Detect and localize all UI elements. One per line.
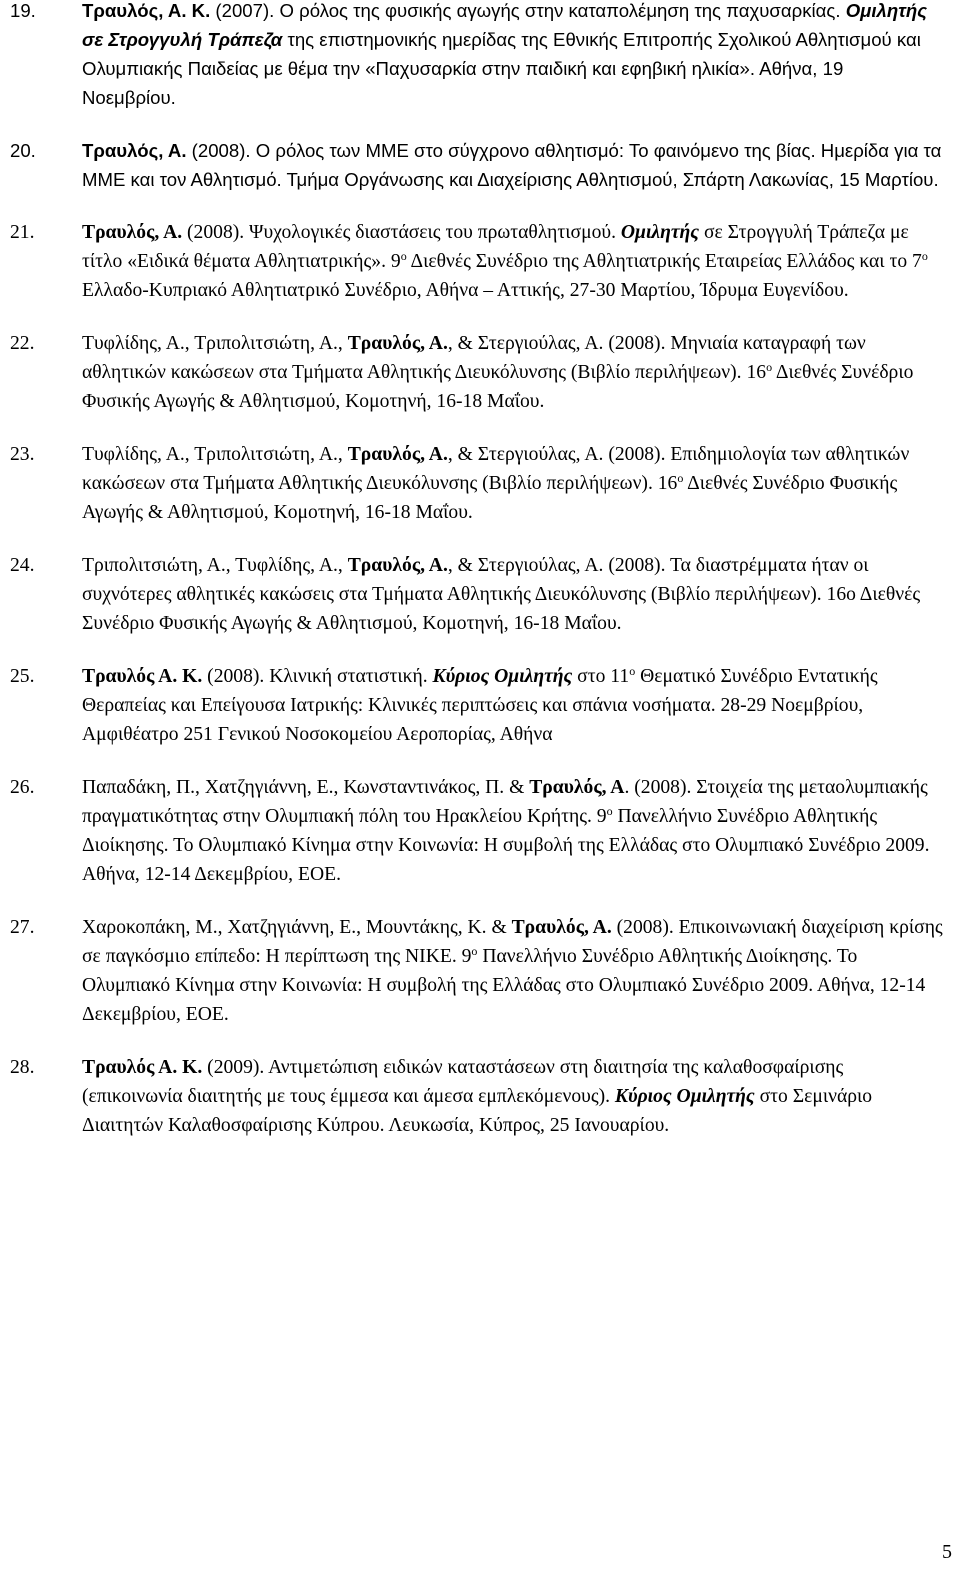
text-run: Τριπολιτσιώτη, Α., Τυφλίδης, Α., bbox=[82, 555, 348, 576]
text-run: στο Σεμινάριο Διαιτητών Καλαθοσφαίρισης Κύπρου. Λευκωσία, Κύπρος, 25 Ιανουαρίου. bbox=[82, 1086, 873, 1136]
text-run: Πανελλήνιο Συνέδριο Αθλητικής Διοίκησης. Το Ολυμπιακό Κίνημα στην Κοινωνία: Η συμβολή της Ελλάδας στο Ολυμπιακό Συνέδριο 2009. Αθήνα, 12-14 Δεκεμβρίου, ΕΟΕ. bbox=[82, 946, 926, 1025]
emphasis-text: Ομιλητής bbox=[620, 222, 700, 243]
text-run: (2007). Ο ρόλος της φυσικής αγωγής στην καταπολέμηση της παχυσαρκίας. bbox=[210, 0, 846, 21]
emphasis-text: Τραυλός, Α bbox=[529, 777, 625, 798]
reference-text bbox=[82, 773, 947, 889]
emphasis-text: Τραυλός, Α. bbox=[347, 444, 448, 465]
text-run: , & Στεργιούλας, Α. (2008). Επιδημιολογία των αθλητικών κακώσεων στα Τμήματα Αθλητικής Διευκόλυνσης (Βιβλίο περιλήψεων). 16 bbox=[82, 444, 910, 494]
reference-number: 24. bbox=[10, 555, 35, 576]
superscript: ο bbox=[400, 249, 407, 263]
reference-text bbox=[82, 136, 942, 194]
reference-text bbox=[82, 1053, 947, 1140]
emphasis-text: Κύριος Ομιλητής bbox=[614, 1086, 755, 1107]
reference-number: 25. bbox=[10, 666, 35, 687]
text-run: Τυφλίδης, Α., Τριπολιτσιώτη, Α., bbox=[82, 333, 348, 354]
text-run: Παπαδάκη, Π., Χατζηγιάννη, Ε., Κωνσταντινάκος, Π. & bbox=[82, 777, 530, 798]
reference-text bbox=[82, 551, 947, 638]
reference-text bbox=[82, 913, 947, 1029]
superscript: ο bbox=[606, 804, 613, 818]
emphasis-text: Τραυλός Α. Κ. bbox=[82, 666, 203, 687]
emphasis-text: Κύριος Ομιλητής bbox=[432, 666, 573, 687]
superscript: ο bbox=[766, 360, 773, 374]
emphasis-text: Τραυλός, Α. bbox=[347, 555, 448, 576]
text-run: (2008). Επικοινωνιακή διαχείριση κρίσης σε παγκόσμιο επίπεδο: Η περίπτωση της NIKE. 9 bbox=[82, 917, 943, 967]
text-run: στο 11 bbox=[572, 666, 630, 687]
reference-item bbox=[0, 440, 960, 527]
reference-item bbox=[0, 662, 960, 749]
reference-number: 27. bbox=[10, 917, 35, 938]
emphasis-text: Τραυλός, Α. bbox=[82, 140, 187, 161]
reference-item bbox=[0, 218, 960, 305]
reference-item bbox=[0, 0, 960, 112]
reference-item bbox=[0, 136, 960, 194]
text-run: Διεθνές Συνέδριο Φυσικής Αγωγής & Αθλητισμού, Κομοτηνή, 16-18 Μαΐου. bbox=[82, 362, 914, 412]
reference-number: 28. bbox=[10, 1057, 35, 1078]
text-run: (2008). Ψυχολογικές διαστάσεις του πρωταθλητισμού. bbox=[182, 222, 621, 243]
reference-text bbox=[82, 329, 947, 416]
emphasis-text: Τραυλός Α. Κ. bbox=[82, 1057, 203, 1078]
reference-number: 23. bbox=[10, 444, 35, 465]
reference-item bbox=[0, 329, 960, 416]
reference-text bbox=[82, 218, 942, 305]
reference-number: 19. bbox=[10, 0, 36, 21]
text-run: Θεματικό Συνέδριο Εντατικής Θεραπείας και Επείγουσα Ιατρικής: Κλινικές περιπτώσεις και σπάνια νοσήματα. 28-29 Νοεμβρίου, Αμφιθέατρο 251 Γενικού Νοσοκομείου Αεροπορίας, Αθήνα bbox=[82, 666, 878, 745]
text-run: Τυφλίδης, Α., Τριπολιτσιώτη, Α., bbox=[82, 444, 348, 465]
emphasis-text: Ομιλητής σε Στρογγυλή Τράπεζα bbox=[82, 0, 928, 50]
reference-text bbox=[82, 662, 947, 749]
text-run: Διεθνές Συνέδριο Φυσικής Αγωγής & Αθλητισμού, Κομοτηνή, 16-18 Μαΐου. bbox=[82, 473, 898, 523]
text-run: Πανελλήνιο Συνέδριο Αθλητικής Διοίκησης. Το Ολυμπιακό Κίνημα στην Κοινωνία: Η συμβολή της Ελλάδας στο Ολυμπιακό Συνέδριο 2009. Αθήνα, 12-14 Δεκεμβρίου, ΕΟΕ. bbox=[82, 806, 930, 885]
reference-item bbox=[0, 1053, 960, 1140]
reference-number: 22. bbox=[10, 333, 35, 354]
text-run: (2008). Ο ρόλος των ΜΜΕ στο σύγχρονο αθλητισμό: Το φαινόμενο της βίας. Ημερίδα για τα ΜΜΕ και τον Αθλητισμό. Τμήμα Οργάνωσης και Διαχείρισης Αθλητισμού, Σπάρτη Λακωνίας, 15 Μαρτίου. bbox=[82, 140, 942, 190]
reference-number: 26. bbox=[10, 777, 35, 798]
text-run: , & Στεργιούλας, Α. (2008). Μηνιαία καταγραφή των αθλητικών κακώσεων στα Τμήματα Αθλητικής Διευκόλυνσης (Βιβλίο περιλήψεων). 16 bbox=[82, 333, 866, 383]
reference-item bbox=[0, 551, 960, 638]
text-run: Διεθνές Συνέδριο της Αθλητιατρικής Εταιρείας Ελλάδος και το 7 bbox=[406, 251, 922, 272]
reference-number: 20. bbox=[10, 140, 36, 161]
superscript: ο bbox=[629, 664, 636, 678]
text-run: Ελλαδο-Κυπριακό Αθλητιατρικό Συνέδριο, Αθήνα – Αττικής, 27-30 Μαρτίου, Ίδρυμα Ευγενίδου. bbox=[82, 280, 849, 301]
text-run: , & Στεργιούλας, Α. (2008). Τα διαστρέμματα ήταν οι συχνότερες αθλητικές κακώσεις στα Τμήματα Αθλητικής Διευκόλυνσης (Βιβλίο περιλήψεων). 16ο Διεθνές Συνέδριο Φυσικής Αγωγής & Αθλητισμού, Κομοτηνή, 16-18 Μαΐου. bbox=[82, 555, 921, 634]
emphasis-text: Τραυλός, Α. Κ. bbox=[82, 0, 211, 21]
page-number: 5 bbox=[942, 1541, 952, 1563]
reference-text bbox=[82, 440, 947, 527]
text-run: (2009). Αντιμετώπιση ειδικών καταστάσεων στη διαιτησία της καλαθοσφαίρισης (επικοινωνία διαιτητής με τους έμμεσα και άμεσα εμπλεκόμενους). bbox=[82, 1057, 844, 1107]
reference-number: 21. bbox=[10, 222, 35, 243]
reference-item bbox=[0, 913, 960, 1029]
text-run: . (2008). Στοιχεία της μεταολυμπιακής πραγματικότητας στην Ολυμπιακή πόλη του Ηρακλείου Κρήτης. 9 bbox=[82, 777, 928, 827]
reference-text bbox=[82, 0, 942, 112]
emphasis-text: Τραυλός, Α. bbox=[511, 917, 612, 938]
superscript: ο bbox=[921, 249, 928, 263]
emphasis-text: Τραυλός, Α. bbox=[82, 222, 183, 243]
superscript: ο bbox=[471, 944, 478, 958]
text-run: Χαροκοπάκη, Μ., Χατζηγιάννη, Ε., Μουντάκης, Κ. & bbox=[82, 917, 512, 938]
text-run: (2008). Κλινική στατιστική. bbox=[202, 666, 433, 687]
text-run: σε Στρογγυλή Τράπεζα με τίτλο «Ειδικά θέματα Αθλητιατρικής». 9 bbox=[82, 222, 909, 272]
text-run: της επιστημονικής ημερίδας της Εθνικής Επιτροπής Σχολικού Αθλητισμού και Ολυμπιακής Παιδείας με θέμα την «Παχυσαρκία στην παιδική και εφηβική ηλικία». Αθήνα, 19 Νοεμβρίου. bbox=[82, 29, 921, 108]
superscript: ο bbox=[677, 471, 684, 485]
emphasis-text: Τραυλός, Α. bbox=[347, 333, 448, 354]
reference-item bbox=[0, 773, 960, 889]
